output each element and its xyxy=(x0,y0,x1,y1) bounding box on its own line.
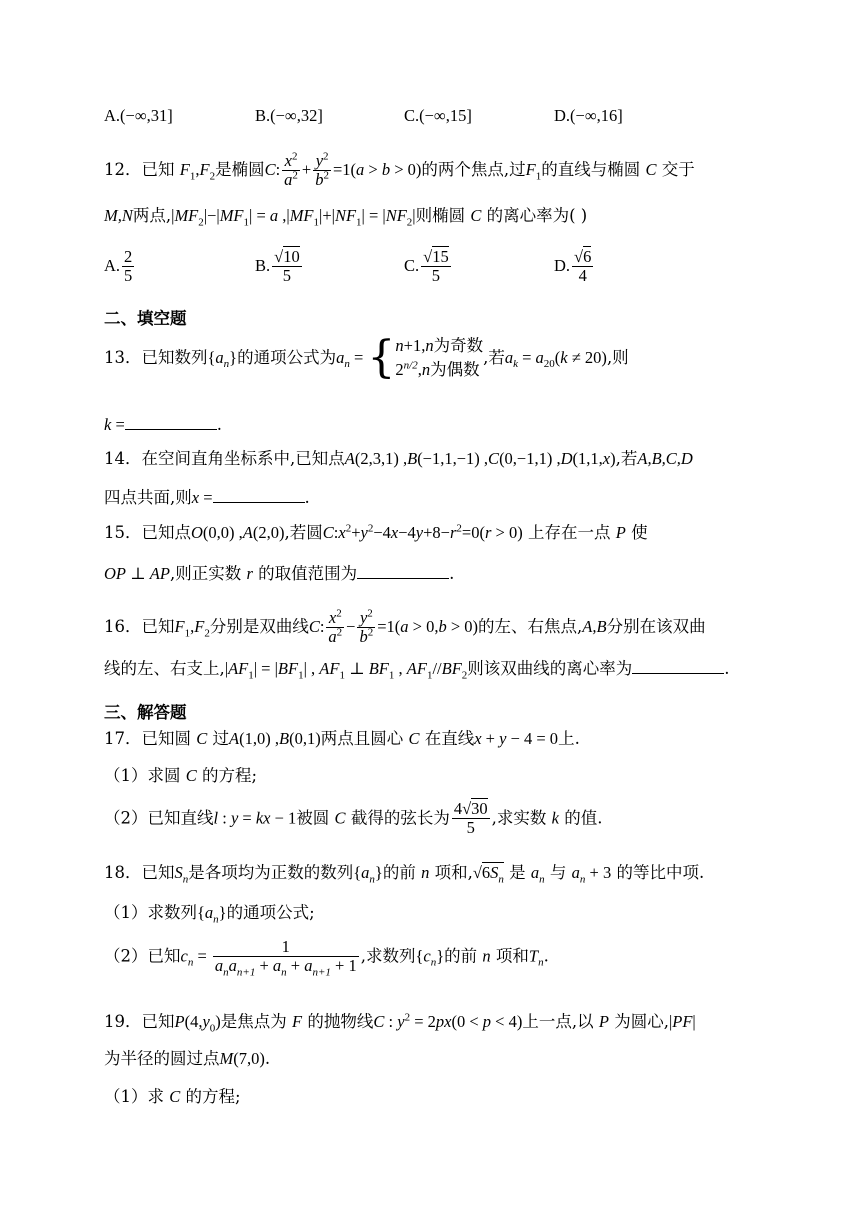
q15-number: 15． xyxy=(104,523,142,542)
q18-text: 已知 xyxy=(141,863,175,882)
q17-number: 17． xyxy=(104,729,142,748)
q19-text: 已知 xyxy=(141,1012,175,1031)
q11-option-d: D.(−∞,16] xyxy=(554,106,623,125)
q16-text: 则该双曲线的离心率为 xyxy=(467,659,633,678)
q14-text: 四点共面,则 xyxy=(104,488,192,507)
q15-text: ,则正实数 xyxy=(169,564,242,583)
q16-line2: 线的左、右支上$,|AF_1| = |BF_1|$ , $AF_1$ ⊥ $BF_1$ , $AF_1//BF_2$则该双曲线的离心率为 . xyxy=(104,659,730,682)
q12-option-d: D. $\frac{√6}{4}$ xyxy=(554,247,592,285)
q13-answer-blank[interactable] xyxy=(125,415,217,430)
q18-text: 项和, xyxy=(434,863,473,882)
q16-text: 分别在该双曲 xyxy=(606,617,706,636)
q17-line1: 17．已知圆 C 过A(1,0) ,B(0,1)两点且圆心 C 在直线x + y − 4 = 0上. xyxy=(104,729,580,748)
q12-text: 的直线与椭圆 xyxy=(541,160,641,179)
q18-number: 18． xyxy=(104,863,142,882)
q12-ellipse-x-frac: $\frac{x^2}{a^2}$ xyxy=(284,150,298,189)
q15-text: 的取值范围为 xyxy=(258,564,358,583)
q17-text: 两点且圆心 xyxy=(320,729,404,748)
q16-hyperbola-x-frac: $\frac{x^2}{a^2}$ xyxy=(328,607,343,646)
q17-text: 在直线 xyxy=(424,729,475,748)
q12-text: 的离心率为( ) xyxy=(486,206,588,225)
q12-option-a: A. $\frac{2}{5}$ xyxy=(104,247,133,285)
q13-line1: 13．已知数列$\{a_n\}$的通项公式为$a_n$ = { n+1,n为奇数 $2^{n/2},n$为偶数 ,若$a_k = a_{20}(k \ne 20)$,则 xyxy=(104,332,629,383)
q19-part1: （1）求 C 的方程; xyxy=(104,1087,241,1106)
q13-piecewise: n+1,n为奇数 $2^{n/2},n$为偶数 xyxy=(395,336,484,379)
q19-line1: 19．已知$P(4,y_0)$是焦点为 F 的抛物线C : $y^2 = 2px(0 < p < 4)$上一点,以 P 为圆心,|PF| xyxy=(104,1011,696,1035)
section-heading-solutions: 三、解答题 xyxy=(104,703,187,722)
q13-text: ,若 xyxy=(483,348,505,367)
q19-text: 为半径的圆过点 xyxy=(104,1049,220,1068)
q14-text: ,若 xyxy=(615,449,638,468)
q13-text: 已知数列 xyxy=(141,348,208,367)
q12-option-b: B. $\frac{√10}{5}$ xyxy=(255,247,300,285)
q12-text: 已知 xyxy=(141,160,175,179)
q11-option-c: C.(−∞,15] xyxy=(404,106,472,125)
q12-option-c: C. $\frac{√15}{5}$ xyxy=(404,247,449,285)
q18-text: 与 xyxy=(549,863,567,882)
q12-number: 12． xyxy=(104,160,142,179)
q19-number: 19． xyxy=(104,1012,142,1031)
q18-part1: （1）求数列$\{a_n\}$的通项公式; xyxy=(104,903,315,926)
q16-text: 已知 xyxy=(141,617,175,636)
q18-text: 的等比中项. xyxy=(616,863,705,882)
q19-line2: 为半径的圆过点M(7,0). xyxy=(104,1049,271,1068)
q19-text: 的抛物线 xyxy=(307,1012,374,1031)
q17-text: 过 xyxy=(212,729,230,748)
q13-text: 的通项公式为 xyxy=(237,348,337,367)
q12-text: 是椭圆 xyxy=(215,160,265,179)
q15-text: ,若圆 xyxy=(284,523,323,542)
q14-text: 在空间直角坐标系中,已知点 xyxy=(141,449,345,468)
q11-option-b: B.(−∞,32] xyxy=(255,106,323,125)
q17-part1: （1）求圆 C 的方程; xyxy=(104,766,258,785)
q18-text: 的前 xyxy=(382,863,416,882)
q18-line1: 18．已知$S_n$是各项均为正数的数列$\{a_n\}$的前 n 项和$,√6S_n$ 是 $a_n$ 与 $a_n + 3$ 的等比中项. xyxy=(104,863,705,886)
q14-line2: 四点共面,则x = . xyxy=(104,488,310,507)
q16-text: 线的左、右支上, xyxy=(104,659,225,678)
q16-line1: 16．已知$F_1,F_2$分别是双曲线C: $\frac{x^2}{a^2}$ − $\frac{y^2}{b^2}$ =1(a > 0,b > 0)的左、右焦点,A,B分别在该双曲 xyxy=(104,607,706,646)
section-heading-fill-in: 二、填空题 xyxy=(104,309,187,328)
q15-answer-blank[interactable] xyxy=(357,564,449,579)
q14-line1: 14．在空间直角坐标系中,已知点A(2,3,1) ,B(−1,1,−1) ,C(0,−1,1) ,D(1,1,x),若A,B,C,D xyxy=(104,449,693,468)
q18-cn-frac: $\frac{1}{a_na_{n+1} + a_n + a_{n+1} + 1}$ xyxy=(214,937,357,979)
q19-text: 上一点,以 xyxy=(522,1012,594,1031)
q12-text: 交于 xyxy=(661,160,695,179)
q13-number: 13． xyxy=(104,348,142,367)
q13-case2-label: 为偶数 xyxy=(430,360,480,379)
q18-text: 是 xyxy=(509,863,526,882)
q15-text: 已知点 xyxy=(141,523,191,542)
q12-text: 则椭圆 xyxy=(415,206,466,225)
q16-hyperbola-y-frac: $\frac{y^2}{b^2}$ xyxy=(359,607,374,646)
q15-line2: OP ⊥ AP,则正实数 r 的取值范围为 . xyxy=(104,564,455,583)
q17-text: 已知圆 xyxy=(141,729,191,748)
q17-chord-length-frac: $\frac{4√30}{5}$ xyxy=(453,799,488,837)
q14-number: 14． xyxy=(104,449,142,468)
q16-text: 分别是双曲线 xyxy=(209,617,309,636)
q18-part2: （2）已知$c_n$ = $\frac{1}{a_na_{n+1} + a_n + a_{n+1} + 1}$ ,求数列$\{c_n\}$的前 n 项和$T_n$. xyxy=(104,937,549,979)
q13-line2: k = . xyxy=(104,415,223,434)
q12-line2: M,N两点$,|MF_2|-|MF_1| = a$ $,|MF_1|+|NF_1| = |NF_2|$则椭圆 C 的离心率为( ) xyxy=(104,206,588,229)
q18-text: 是各项均为正数的数列 xyxy=(188,863,354,882)
q17-text: 上. xyxy=(558,729,580,748)
q13-case1-label: 为奇数 xyxy=(433,336,484,355)
q14-answer-blank[interactable] xyxy=(213,488,305,503)
q15-text: 使 xyxy=(631,523,648,542)
q12-text: 的两个焦点,过 xyxy=(421,160,526,179)
q19-text: 为圆心, xyxy=(614,1012,669,1031)
q12-text: 两点, xyxy=(132,206,172,225)
q19-text: 是焦点为 xyxy=(220,1012,287,1031)
q11-option-a: A.(−∞,31] xyxy=(104,106,173,125)
q16-number: 16． xyxy=(104,617,142,636)
q16-text: 的左、右焦点, xyxy=(478,617,583,636)
q12-line1: 12．已知 $F_1,F_2$是椭圆C: $\frac{x^2}{a^2}$ + $\frac{y^2}{b^2}$ =1(a > b > 0)的两个焦点,过$F_1$的直线与椭圆 C 交于 xyxy=(104,150,695,189)
q17-part2: （2）已知直线l : y = kx − 1被圆 C 截得的弦长为 $\frac{4√30}{5}$ ,求实数 k 的值. xyxy=(104,799,603,837)
q12-ellipse-y-frac: $\frac{y^2}{b^2}$ xyxy=(315,150,329,189)
q16-answer-blank[interactable] xyxy=(632,659,724,674)
q13-text: ,则 xyxy=(606,348,629,367)
q15-text: 上存在一点 xyxy=(527,523,611,542)
q15-line1: 15．已知点O(0,0) ,A(2,0),若圆$C:x^2+y^2-4x-4y+8-r^2=0(r > 0)$ 上存在一点 P 使 xyxy=(104,522,648,542)
